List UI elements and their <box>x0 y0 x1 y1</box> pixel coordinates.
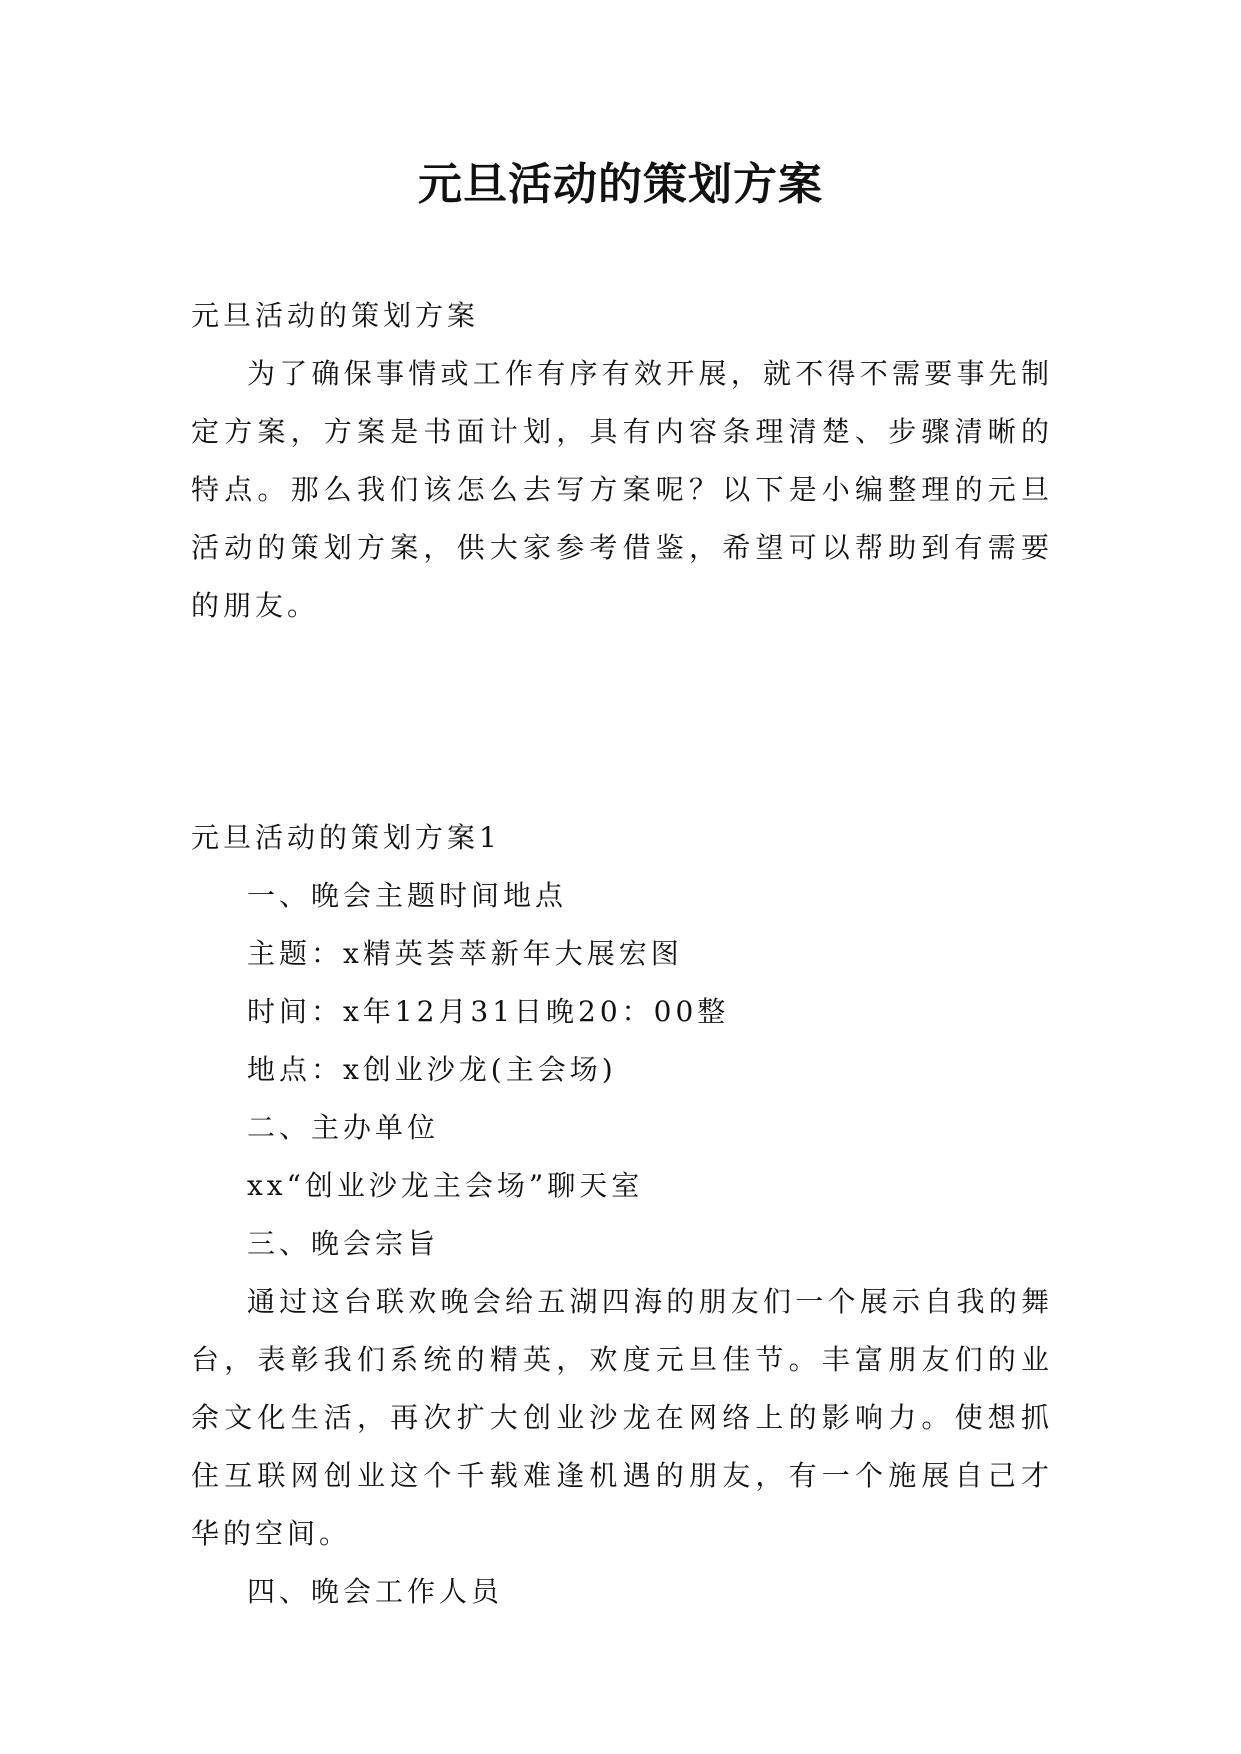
theme-line: 主题：x精英荟萃新年大展宏图 <box>247 937 683 970</box>
place-line: 地点：x创业沙龙(主会场) <box>247 1053 617 1086</box>
item-heading-theme-time-place: 一、晚会主题时间地点 <box>247 879 568 912</box>
intro-paragraph: 为了确保事情或工作有序有效开展，就不得不需要事先制定方案，方案是书面计划，具有内容条理清楚、步骤清晰的特点。那么我们该怎么去写方案呢？以下是小编整理的元旦活动的策划方案，供大家参考借鉴，希望可以帮助到有需要的朋友。 <box>191 357 1053 622</box>
purpose-paragraph: 通过这台联欢晚会给五湖四海的朋友们一个展示自我的舞台，表彰我们系统的精英，欢度元旦佳节。丰富朋友们的业余文化生活，再次扩大创业沙龙在网络上的影响力。使想抓住互联网创业这个千载难逢机遇的朋友，有一个施展自己才华的空间。 <box>191 1285 1053 1550</box>
section-heading: 元旦活动的策划方案1 <box>191 821 501 854</box>
document-title: 元旦活动的策划方案 <box>418 159 823 210</box>
organizer-line: xx“创业沙龙主会场”聊天室 <box>247 1169 644 1202</box>
item-heading-purpose: 三、晚会宗旨 <box>247 1227 440 1260</box>
section-spacer <box>191 635 1053 809</box>
document-body <box>191 287 1053 1621</box>
document-subtitle: 元旦活动的策划方案 <box>191 299 480 332</box>
time-line: 时间：x年12月31日晚20：00整 <box>247 995 730 1028</box>
item-heading-organizer: 二、主办单位 <box>247 1111 440 1144</box>
item-heading-staff: 四、晚会工作人员 <box>247 1575 504 1608</box>
